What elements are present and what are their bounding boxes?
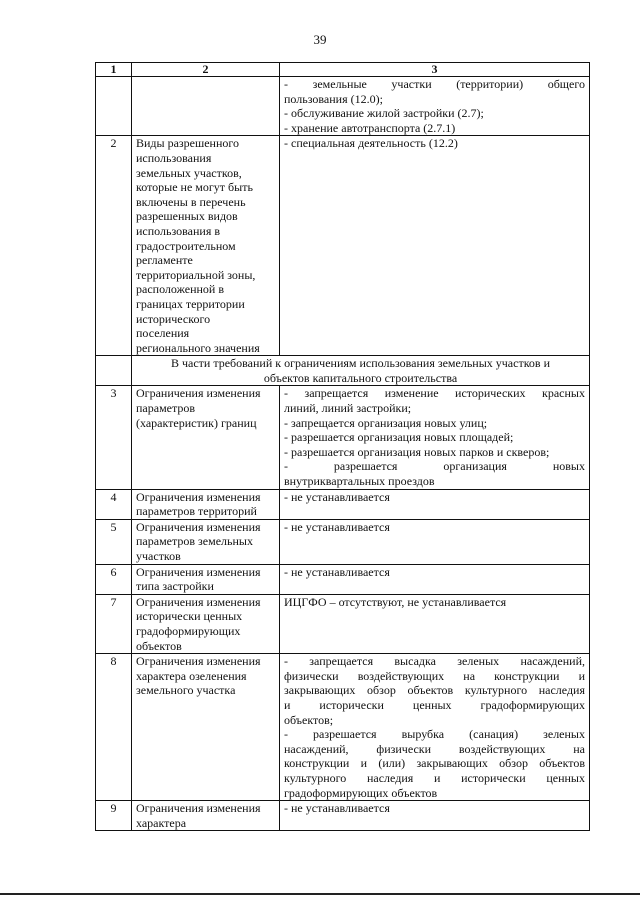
row-content-line: и исторически ценных градоформирующих	[284, 697, 585, 712]
row-name-line: земельного участка	[136, 683, 236, 698]
row-name-line: территориальной зоны,	[136, 267, 256, 282]
row-content-line: - разрешается вырубка (санация) зеленых	[284, 727, 585, 742]
row-content	[280, 654, 590, 801]
row-content-line: - запрещается организация новых улиц;	[284, 415, 488, 430]
section-title-line-1: В части требований к ограничениям использования земельных участков и	[170, 356, 551, 371]
row-name	[132, 519, 280, 564]
row-name-line: характера озеленения	[136, 668, 247, 683]
row-content-line: - не устанавливается	[284, 489, 390, 504]
row-name-line: исторически ценных	[136, 609, 243, 624]
row-content-line: закрывающих обзор объектов культурного наследия	[284, 683, 585, 698]
row-content-line: конструкции и (или) закрывающих обзор объектов	[284, 756, 585, 771]
row-name	[132, 77, 280, 136]
table-row	[96, 594, 590, 653]
row-content-line: физически воздействующих на конструкции и	[284, 668, 585, 683]
row-name-line: использования в	[136, 223, 221, 238]
table-row	[96, 654, 590, 801]
row-name-line: Ограничения изменения	[136, 519, 261, 534]
table-row	[96, 801, 590, 831]
row-name-line: разрешенных видов	[136, 209, 238, 224]
row-content-line: ИЦГФО – отсутствуют, не устанавливается	[284, 594, 507, 609]
row-content-line: внутриквартальных проездов	[284, 474, 435, 489]
row-name-line: включены в перечень	[136, 194, 246, 209]
row-name	[132, 489, 280, 519]
row-name	[132, 564, 280, 594]
row-number: 2	[96, 136, 132, 356]
row-content	[280, 136, 590, 356]
row-name-line: типа застройки	[136, 579, 214, 594]
row-name-line: параметров	[136, 401, 196, 416]
row-content-line: - разрешается организация новых парков и скверов;	[284, 444, 550, 459]
row-name-line: объектов	[136, 638, 182, 653]
row-name-line: параметров земельных	[136, 534, 253, 549]
row-content-line: - не устанавливается	[284, 801, 390, 816]
row-content-line: пользования (12.0);	[284, 91, 383, 106]
table-header-row	[96, 63, 590, 77]
header-col-2: 2	[132, 63, 280, 77]
row-content-line: - хранение автотранспорта (2.7.1)	[284, 120, 456, 135]
row-name-line: которые не могут быть	[136, 180, 253, 195]
row-content-line: - не устанавливается	[284, 564, 390, 579]
row-content-line: - запрещается высадка зеленых насаждений,	[284, 654, 585, 669]
row-content	[280, 801, 590, 831]
row-content	[280, 489, 590, 519]
row-content-line: - специальная деятельность (12.2)	[284, 136, 458, 151]
section-num-cell	[96, 356, 132, 386]
row-name	[132, 386, 280, 489]
table-row	[96, 386, 590, 489]
section-row	[96, 356, 590, 386]
row-name-line: Ограничения изменения	[136, 564, 261, 579]
row-name-line: участков	[136, 549, 181, 563]
row-name-line: регламенте	[136, 253, 193, 268]
row-content-line: - не устанавливается	[284, 519, 390, 534]
table-row	[96, 564, 590, 594]
row-name-line: (характеристик) границ	[136, 415, 257, 430]
bottom-scan-edge	[0, 893, 640, 895]
row-name-line: Ограничения изменения	[136, 801, 261, 816]
row-name-line: параметров территорий	[136, 504, 257, 519]
row-name-line: характера	[136, 815, 187, 830]
table-row	[96, 136, 590, 356]
row-content	[280, 564, 590, 594]
row-content-line: - земельные участки (территории) общего	[284, 77, 585, 91]
row-content-line: - обслуживание жилой застройки (2.7);	[284, 106, 484, 121]
row-name-line: Ограничения изменения	[136, 489, 261, 504]
row-content	[280, 77, 590, 136]
regulation-table	[95, 62, 590, 831]
row-name-line: исторического	[136, 311, 211, 326]
row-name-line: градоформирующих	[136, 623, 241, 638]
table-row	[96, 77, 590, 136]
row-content	[280, 519, 590, 564]
row-number	[96, 77, 132, 136]
header-col-1: 1	[96, 63, 132, 77]
page-number: 39	[313, 32, 327, 47]
row-name-line: границах территории	[136, 296, 245, 311]
row-content	[280, 594, 590, 653]
row-name	[132, 136, 280, 356]
row-number: 8	[96, 654, 132, 801]
row-name	[132, 801, 280, 831]
row-number: 7	[96, 594, 132, 653]
row-content-line: - разрешается организация новых площадей;	[284, 430, 514, 445]
table-body-part-2	[96, 386, 590, 831]
header-col-3: 3	[280, 63, 590, 77]
table-row	[96, 519, 590, 564]
row-content	[280, 386, 590, 489]
row-name-line: регионального значения	[136, 340, 260, 355]
row-number: 3	[96, 386, 132, 489]
row-name	[132, 594, 280, 653]
table-body-part-1	[96, 77, 590, 356]
row-number: 5	[96, 519, 132, 564]
row-content-line: линий, линий застройки;	[284, 401, 412, 416]
row-content-line: - запрещается изменение исторических красных	[284, 386, 585, 401]
row-content-line: насаждений, физически воздействующих на	[284, 741, 585, 756]
row-name-line: Ограничения изменения	[136, 654, 261, 669]
row-name-line: земельных участков,	[136, 165, 242, 180]
row-number: 4	[96, 489, 132, 519]
row-content-line: - разрешается организация новых	[284, 459, 585, 474]
section-title	[132, 356, 590, 386]
row-name-line: поселения	[136, 326, 190, 341]
row-name-line: Ограничения изменения	[136, 386, 261, 401]
row-number: 9	[96, 801, 132, 831]
row-content-line: объектов;	[284, 712, 334, 727]
row-name-line: использования	[136, 150, 212, 165]
row-name-line: градостроительном	[136, 238, 236, 253]
row-number: 6	[96, 564, 132, 594]
row-name-line: расположенной в	[136, 282, 224, 297]
row-content-line: культурного наследия и исторически ценных	[284, 770, 585, 785]
row-name	[132, 654, 280, 801]
row-name-line: Ограничения изменения	[136, 594, 261, 609]
row-name-line: Виды разрешенного	[136, 136, 240, 151]
section-title-line-2: объектов капитального строительства	[263, 370, 458, 385]
table-row	[96, 489, 590, 519]
row-content-line: градоформирующих объектов	[284, 785, 438, 800]
